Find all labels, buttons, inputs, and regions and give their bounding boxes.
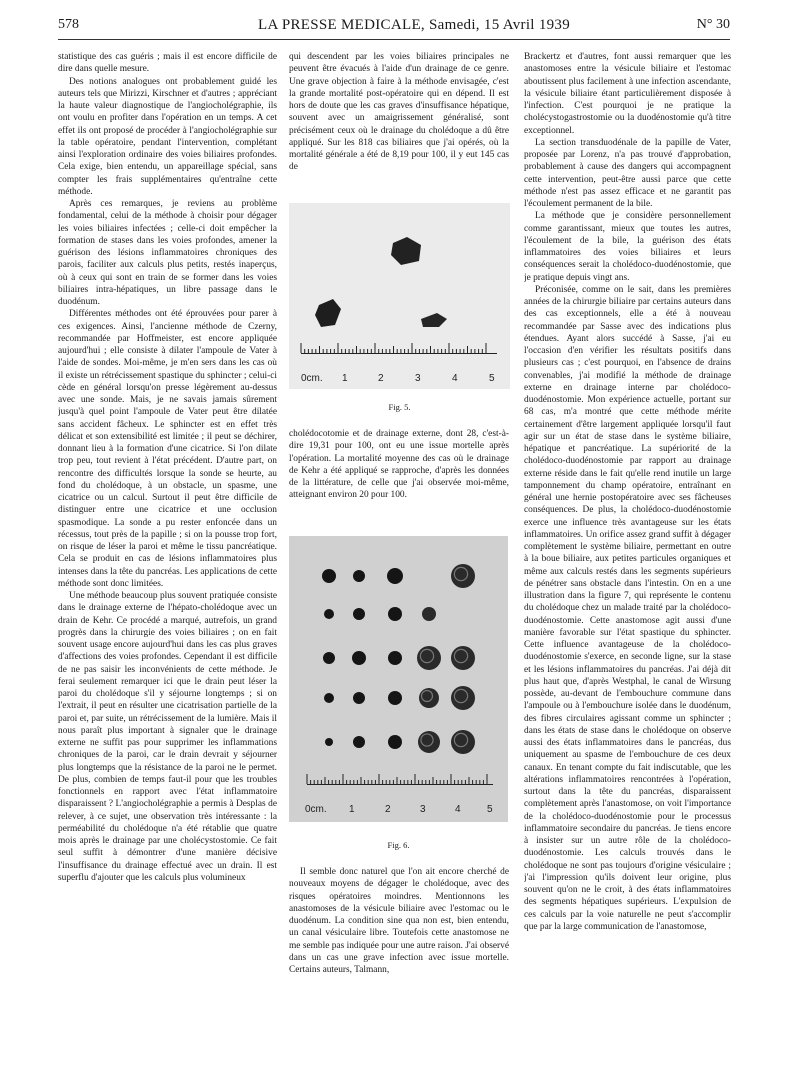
paragraph: Brackertz et d'autres, font aussi remarquer que les anastomoses entre la vésicule biliaire et l'estomac aboutissent plus facilement à une infection ascendante, la vésicule biliaire étant particulièrement disposée à l'infection. C'est pourquoi je ne pratique la cholécystogastrostomie ou la duodénostomie qu'à titre exceptionnel. xyxy=(524,52,731,136)
paragraph: qui descendent par les voies biliaires principales ne peuvent être évacués à l'aide d'un drainage de ce genre. Une grave objection à faire à la méthode envisagée, c'est la grande mortalité post-opératoire qui en dépend. Il est hors de doute que les cas graves d'insuffisance hépatique, souvent avec un amaigrissement généralisé, sont précisément ceux où le drainage du cholédoque a dû être appliqué. Sur les 818 cas biliaires que j'ai opérés, où la mortalité générale a été de 8,19 pour 100, il y eut 145 cas de xyxy=(289,52,509,173)
paragraph: Différentes méthodes ont été éprouvées pour parer à ces exigences. Ainsi, l'ancienne méthode de Czerny, recommandée par Hoffmeister, est encore appliquée aujourd'hui ; elle consiste à dilater l'ampoule de Vater à l'aide de sondes. Moi-même, je m'en sers dans les cas où il existe un rétrécissement spastique du sphincter ; celui-ci cède en général lorsqu'on presse légèrement au-dessus avec une sonde. Mais, je ne savais jamais sûrement jusqu'à quel point l'ampoule de Vater peut être dilatée sans accident fâcheux. Le sphincter est en effet très délicat et son extensibilité est limitée ; il peut se déchirer, donnant lieu à la formation d'une cicatrice. Si l'on dilate trop peu, tout revient à l'état précédent. D'autre part, on rencontre des difficultés lorsque la sonde se heurte, au fond du cholédoque, à un obstacle, un spasme, une cicatrice ou un calcul. Surtout il peut être difficile de distinguer entre une cicatrice et une occlusion spasmodique. La sonde a pu rester enfoncée dans un récessus, tout près de la papille ; si on la pousse trop fort, on risque de léser la paroi et même le tissu pancréatique. Cela se produit en cas de lésions inflammatoires plus intenses dans la tête du pancréas. Les applications de cette méthode sont donc limitées. xyxy=(58,309,277,589)
stone xyxy=(322,569,336,583)
paragraph: La section transduodénale de la papille de Vater, proposée par Lorenz, n'a pas trouvé d'approbation, probablement à cause des dangers qui accompagnent cette intervention, peut-être aussi parce que cette méthode n'est pas assez efficace et ne garantit pas l'écoulement permanent de la bile. xyxy=(524,137,731,209)
page-header xyxy=(58,17,730,39)
ruler-label: 5 xyxy=(487,804,493,815)
column-right xyxy=(524,51,731,1051)
column-left xyxy=(58,51,277,1051)
column-middle-top xyxy=(289,51,509,199)
figure-5 xyxy=(289,203,510,389)
stone xyxy=(388,735,402,749)
paragraph: Il semble donc naturel que l'on ait encore cherché de nouveaux moyens de dégager le cholédoque, avec des risques opératoires moindres. Mentionnons les anastomoses de la vésicule biliaire avec l'estomac ou le duodénum. La condition sine qua non est, bien entendu, un canal vésiculaire libre. Toutefois cette anastomose ne me semble pas indiquée pour une autre raison. J'ai observé dans un cas une grave infection avec issue mortelle. Certains auteurs, Talmann, xyxy=(289,867,509,975)
stone xyxy=(353,608,365,620)
ruler-label: 2 xyxy=(385,804,391,815)
figure-5-caption: Fig. 5. xyxy=(388,402,411,412)
ruler-label: 4 xyxy=(452,373,458,384)
figure-6 xyxy=(289,536,508,822)
ruler-label: 1 xyxy=(342,373,348,384)
stone xyxy=(388,651,402,665)
ruler-label: 4 xyxy=(455,804,461,815)
column-middle-bottom xyxy=(289,866,509,1052)
figure-5-photo xyxy=(289,203,510,389)
stone xyxy=(353,570,365,582)
figure-6-caption: Fig. 6. xyxy=(387,840,410,850)
issue-number: N° 30 xyxy=(696,17,730,32)
ruler-label: 1 xyxy=(349,804,355,815)
stone xyxy=(353,736,365,748)
ruler-label: 0cm. xyxy=(305,804,327,815)
stone xyxy=(352,651,366,665)
journal-title: LA PRESSE MEDICALE, Samedi, 15 Avril 1939 xyxy=(258,17,571,33)
stone xyxy=(388,607,402,621)
figure-6-photo xyxy=(289,536,508,822)
paragraph: Une méthode beaucoup plus souvent pratiquée consiste dans le drainage externe de l'hépato-cholédoque avec un drain de Kehr. Ce procédé a marqué, autrefois, un grand progrès dans la chirurgie des voies biliaires ; on en fait souvent usage encore aujourd'hui dans les cas plus graves d'affections des voies profondes. Cependant il est difficile de ne pas saisir les inconvénients de cette méthode. Je ferai seulement remarquer ici que le drain peut léser la paroi du cholédoque s'il y séjourne longtemps ; si on l'extrait, il peut en résulter une cicatrisation partielle de la paroi et, par suite, un rétrécissement de la lumière. Mais il nous paraît plus important à signaler que le drainage externe ne suffit pas pour supprimer les inflammations chroniques de la paroi, car le drain devrait y séjourner plus longtemps que la résistance de la paroi ne le permet. De plus, combien de temps faut-il pour que les troubles fonctionnels en rapport avec l'état inflammatoire disparaissent ? L'angiocholégraphie a permis à Desplas de relever, à ce sujet, une observation très intéressante : la perméabilité du cholédoque n'a été rétablie que quatre mois après le drainage par une cholécystostomie. Ce fait seul suffit à démontrer d'une manière décisive l'insuffisance du drainage effectué avec un drain. Il est superflu d'ajouter que les calculs plus volumineux xyxy=(58,591,277,883)
stone xyxy=(353,692,365,704)
column-middle-mid xyxy=(289,428,509,514)
paragraph: La méthode que je considère personnellement comme garantissant, mieux que toutes les autres, l'écoulement de la bile, la guérison des états inflammatoires des voies biliaires et leurs conséquences serait la cholédoco-duodénostomie, que je pratique depuis vingt ans. xyxy=(524,211,731,283)
stone xyxy=(422,607,436,621)
paragraph: Préconisée, comme on le sait, dans les premières années de la chirurgie biliaire par certains auteurs dans des cas exceptionnels, elle a été à nouveau recommandée par Sasse avec des indications plus étendues. Ayant alors succédé à Sasse, j'ai eu l'occasion d'en vérifier les résultats positifs dans plusieurs cas ; c'est pourquoi, en l'absence de drains convenables, j'ai modifié la méthode de drainage externe en drainage interne par cholédoco-duodénostomie. Mon expérience actuelle, portant sur 68 cas, m'a montré que cette méthode mérite certainement d'être largement appliquée lorsqu'il faut agir sur un état de stase dans le système biliaire, hépatique et pancréatique. La supériorité de la cholédoco-duodénostomie par rapport au drainage externe réside dans le fait qu'elle rend inutile un large tamponnement du champ opératoire, entraînant en général une hernie postopératoire avec ses fâcheuses conséquences. De plus, la cholédoco-duodénostomie exerce une influence très avantageuse sur les états inflammatoires. Un orifice assez grand suffit à dégager complètement le système biliaire, permettant en outre à la boue biliaire, aux petites particules organiques et même aux calculs restés dans les segments supérieurs de pénétrer sans obstacle dans l'intestin. On en a une illustration dans la figure 7, qui représente le contenu du cholédoque chez un malade traité par la cholédoco-duodénostomie. Cette anastomose agit aussi d'une manière favorable sur l'état spastique du sphincter. Cette influence avantageuse de la cholédoco-duodénostomie s'exerce, en seconde ligne, sur la stase et les lésions inflammatoires du pancréas. J'ai déjà dit plus haut que, d'après Westphal, le canal de Wirsung possède, au-devant de l'embouchure commune dans l'ampoule ou à l'embouchure isolée dans le duodénum, des fibres circulaires agissant comme un sphincter ; dans les états de stase dans le cholédoque on observe aussi des états inflammatoires dans le pancréas, dus uniquement au spasme de l'embouchure de ces deux canaux. En tenant compte du fait indiscutable, que les altérations inflammatoires rencontrées à l'opération, surtout dans la tête du pancréas, disparaissent complètement après l'anastomose, on voit l'importance de la cholédoco-duodénostomie pour le processus inflammatoire secondaire du pancréas. Je tiens encore à insister sur un autre rôle de la cholédoco-duodénostomie. Les calculs trouvés dans le cholédoque ne sont pas toujours d'origine vésiculaire ; j'ai l'impression qu'ils doivent leur origine, plus souvent qu'on ne le croit, à des états inflammatoires des segments hépatiques supérieurs. L'expulsion de ces calculs par la voie naturelle ne peut s'accomplir que par la large communication de l'anastomose, xyxy=(524,284,731,932)
header-rule xyxy=(58,39,730,40)
stone xyxy=(324,609,334,619)
page-number: 578 xyxy=(58,17,79,32)
ruler-label: 0cm. xyxy=(301,373,323,384)
stone xyxy=(324,693,334,703)
ruler-label: 3 xyxy=(415,373,421,384)
stone xyxy=(323,652,335,664)
stone xyxy=(388,691,402,705)
paragraph: cholédocotomie et de drainage externe, dont 28, c'est-à-dire 19,31 pour 100, ont eu une issue mortelle après l'opération. La mortalité moyenne des cas où le drainage de Kehr a été appliqué se rapproche, d'après les données de la littérature, de celle que j'ai observée moi-même, atteignant environ 20 pour 100. xyxy=(289,429,509,501)
ruler-label: 2 xyxy=(378,373,384,384)
ruler-label: 5 xyxy=(489,373,495,384)
stone xyxy=(387,568,403,584)
paragraph: statistique des cas guéris ; mais il est encore difficile de dire dans quelle mesure. xyxy=(58,52,277,75)
paragraph: Après ces remarques, je reviens au problème fondamental, celui de la méthode à choisir pour dégager les voies biliaires infectées ; celle-ci doit empêcher la formation de stases dans les voies profondes, amener la guérison des lésions inflammatoires chroniques des parois, faciliter aux calculs plus petits, restés inaperçus, où à ceux qui sont en train de se former dans les voies biliaires intra-hépatiques, un libre passage dans le duodénum. xyxy=(58,199,277,307)
paragraph: Des notions analogues ont probablement guidé les auteurs tels que Mirizzi, Kirschner et d'autres ; appréciant la haute valeur diagnostique de l'angiocholégraphie, ils ont voulu en profiter dans l'opération en un temps. A cet effet ils ont proposé de procéder à l'angiocholégraphie sur la table opératoire, pendant l'intervention, complétant ainsi l'exploration ordinaire des voies biliaires profondes. Cela exige, bien entendu, un appareillage spécial, sans compter les frais supplémentaires qu'entraîne cette méthode. xyxy=(58,76,277,197)
stone xyxy=(325,738,333,746)
ruler-label: 3 xyxy=(420,804,426,815)
